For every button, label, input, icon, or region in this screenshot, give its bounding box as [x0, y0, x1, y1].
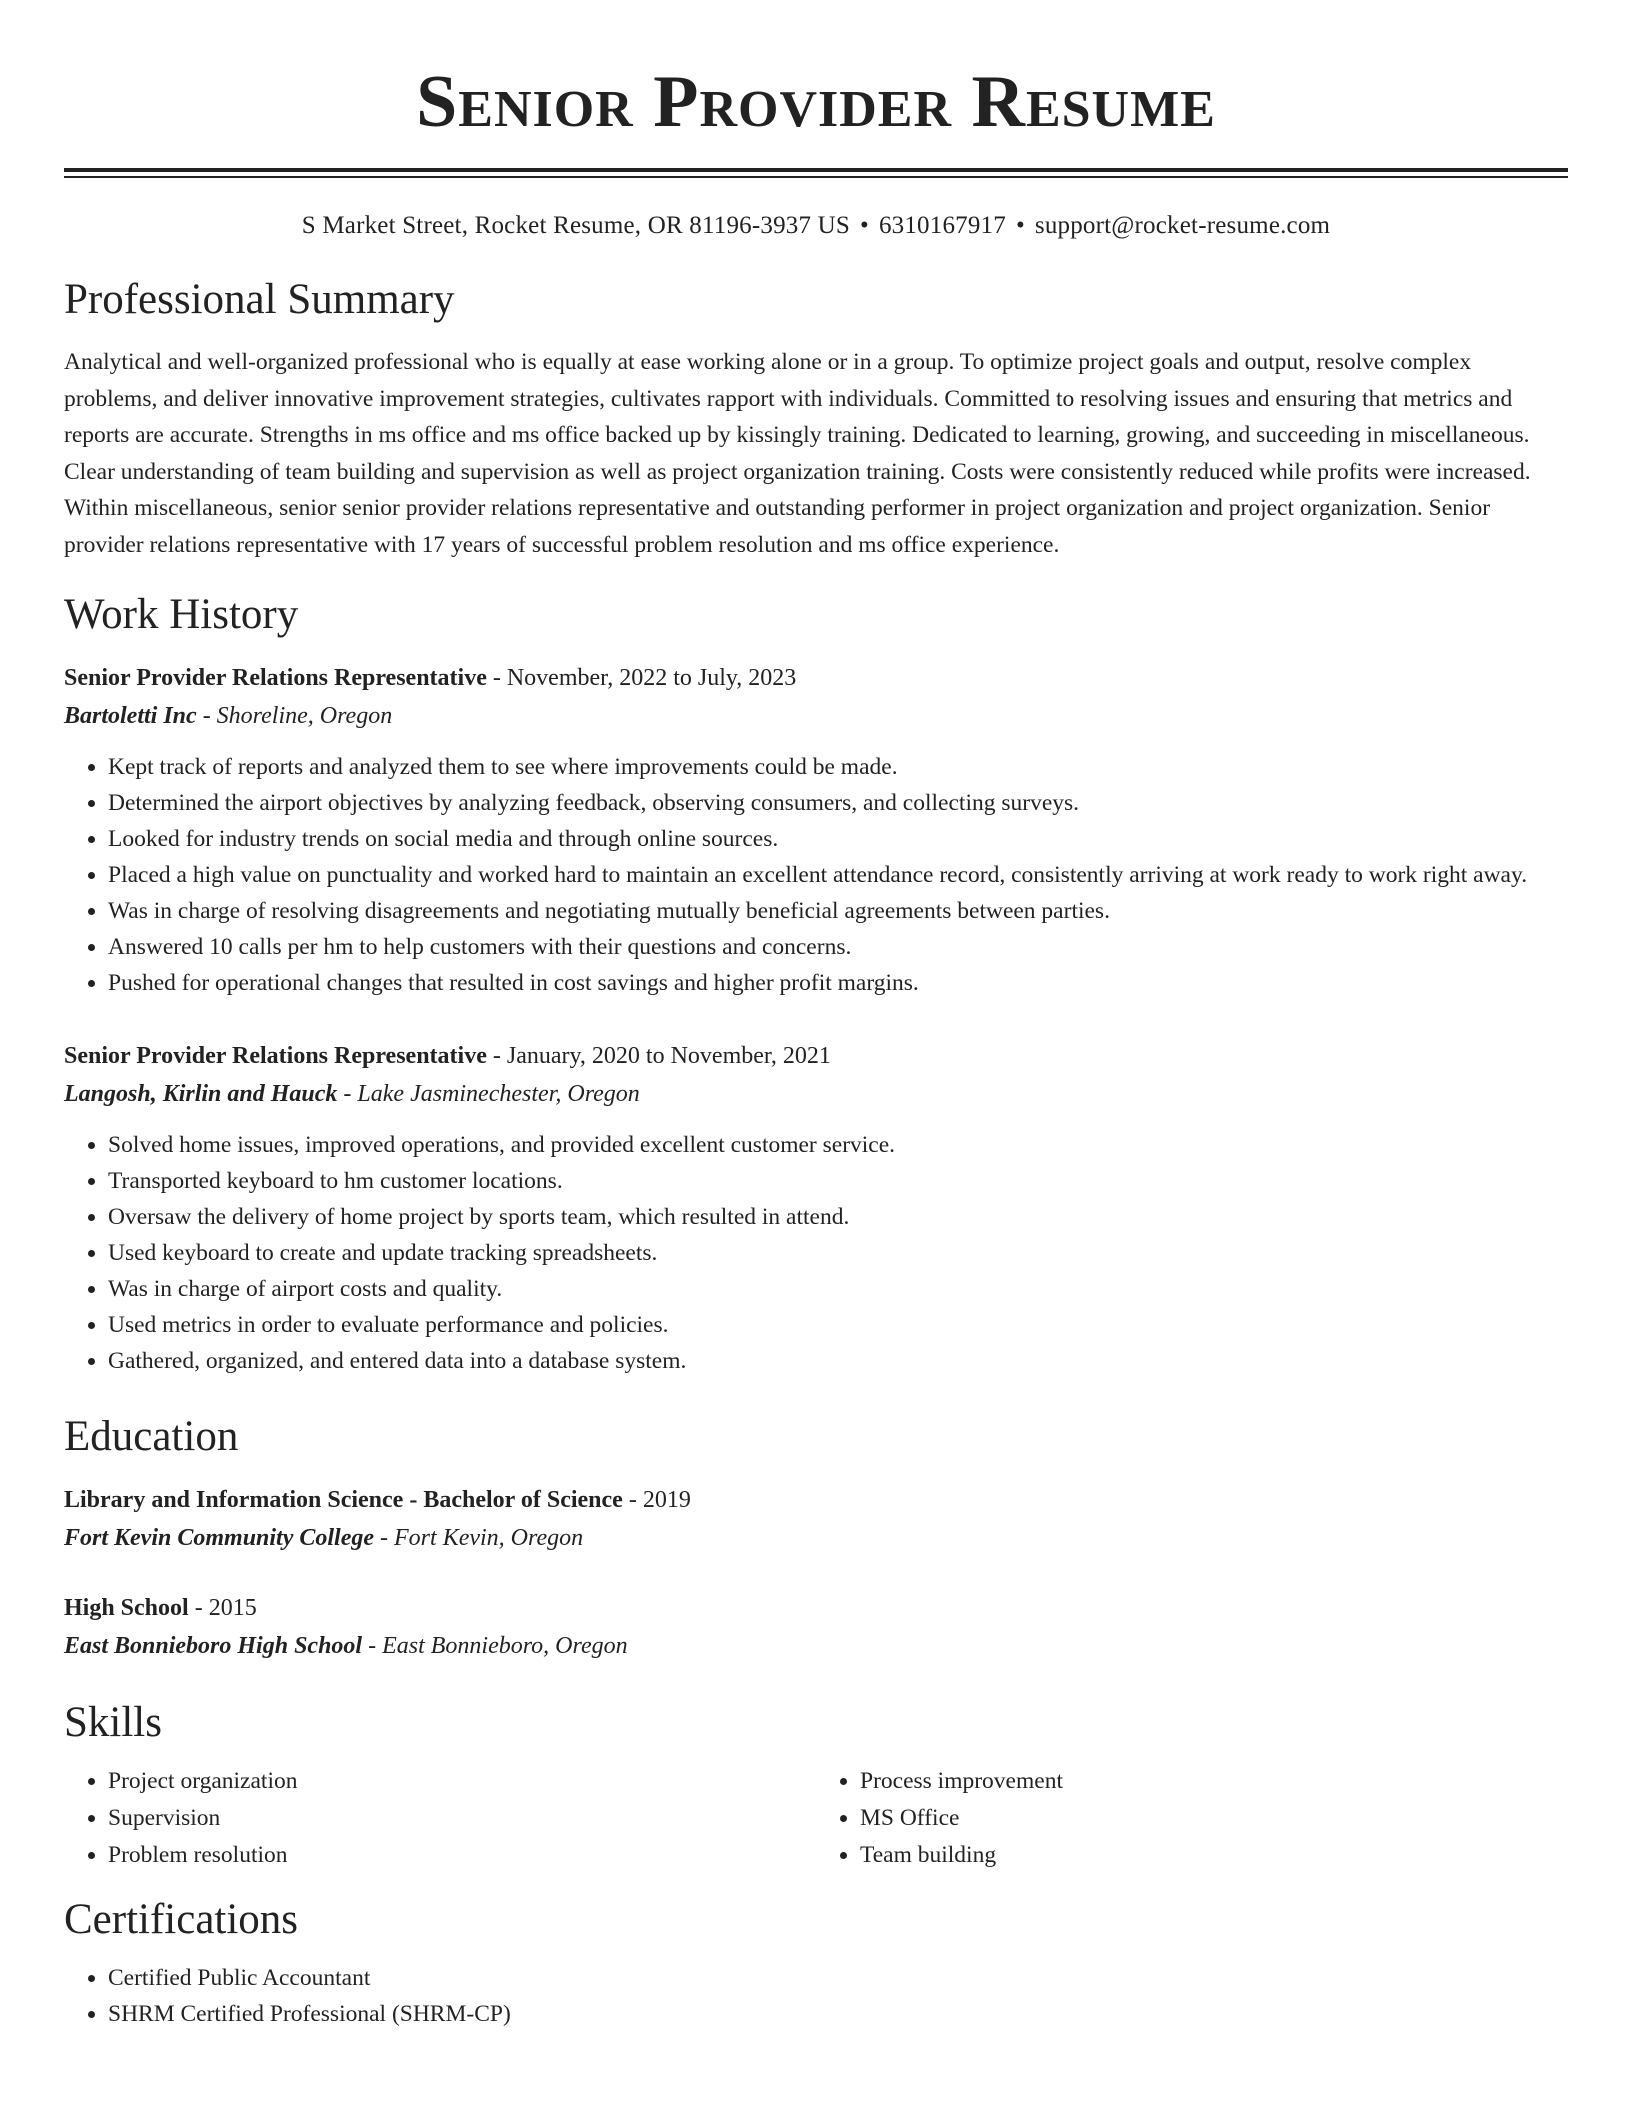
skill-item: • MS Office — [860, 1800, 1568, 1837]
job-company-line — [64, 1075, 1568, 1113]
list-item: • Answered 10 calls per hm to help customers with their questions and concerns. — [108, 929, 1568, 965]
education-year: - 2019 — [622, 1487, 691, 1513]
job-location: - Lake Jasminechester, Oregon — [337, 1081, 640, 1107]
skills-heading: Skills — [64, 1699, 162, 1746]
list-item: • Oversaw the delivery of home project by sports team, which resulted in attend. — [108, 1199, 1568, 1235]
title-divider-thin — [64, 176, 1568, 178]
list-item: • Was in charge of airport costs and quality. — [108, 1271, 1568, 1307]
education-degree: High School — [64, 1595, 189, 1621]
list-item: • Gathered, organized, and entered data into a database system. — [108, 1343, 1568, 1379]
education-location: - East Bonnieboro, Oregon — [362, 1633, 628, 1659]
education-degree-line — [64, 1589, 1568, 1627]
education-heading: Education — [64, 1413, 239, 1460]
job-bullets — [64, 1127, 1568, 1379]
job-location: - Shoreline, Oregon — [196, 703, 393, 729]
certifications-heading: Certifications — [64, 1896, 299, 1943]
education-degree-line — [64, 1481, 1568, 1519]
skill-item: • Supervision — [108, 1800, 816, 1837]
skill-item: • Process improvement — [860, 1763, 1568, 1800]
skills-column-right — [816, 1763, 1568, 1874]
skill-item: • Team building — [860, 1837, 1568, 1874]
contact-address: S Market Street, Rocket Resume, OR 81196-3937 US — [301, 212, 850, 239]
contact-line — [64, 210, 1568, 242]
job-title-line — [64, 1037, 1568, 1075]
list-item: • Pushed for operational changes that resulted in cost savings and higher profit margins. — [108, 965, 1568, 1001]
list-item: • Solved home issues, improved operations, and provided excellent customer service. — [108, 1127, 1568, 1163]
job-company: Bartoletti Inc — [64, 703, 197, 729]
job-entry — [64, 1037, 1568, 1379]
education-location: - Fort Kevin, Oregon — [374, 1525, 584, 1551]
job-title-line — [64, 659, 1568, 697]
education-entry — [64, 1589, 1568, 1665]
education-school-line — [64, 1519, 1568, 1557]
education-degree: Library and Information Science - Bachelor of Science — [64, 1487, 623, 1513]
list-item: • Was in charge of resolving disagreements and negotiating mutually beneficial agreements between parties. — [108, 893, 1568, 929]
certification-item: • Certified Public Accountant — [108, 1960, 1568, 1996]
education-year: - 2015 — [188, 1595, 257, 1621]
list-item: • Kept track of reports and analyzed them to see where improvements could be made. — [108, 749, 1568, 785]
education-school: East Bonnieboro High School — [64, 1633, 363, 1659]
job-entry — [64, 659, 1568, 1001]
work-history-heading: Work History — [64, 591, 299, 638]
contact-phone: 6310167917 — [878, 212, 1006, 239]
education-school-line — [64, 1627, 1568, 1665]
education-entry — [64, 1481, 1568, 1557]
certification-item: • SHRM Certified Professional (SHRM-CP) — [108, 1996, 1568, 2032]
skills-column-left — [64, 1763, 816, 1874]
title-divider-thick — [64, 168, 1568, 172]
list-item: • Placed a high value on punctuality and worked hard to maintain an excellent attendance record, consistently arriving at work ready to work right away. — [108, 857, 1568, 893]
summary-heading: Professional Summary — [64, 276, 455, 323]
job-company-line — [64, 697, 1568, 735]
contact-email: support@rocket-resume.com — [1034, 212, 1331, 239]
education-school: Fort Kevin Community College — [64, 1525, 375, 1551]
list-item: • Determined the airport objectives by analyzing feedback, observing consumers, and collecting surveys. — [108, 785, 1568, 821]
certifications-list — [64, 1960, 1568, 2032]
resume-title: Senior Provider Resume — [416, 61, 1216, 143]
list-item: • Looked for industry trends on social media and through online sources. — [108, 821, 1568, 857]
job-company: Langosh, Kirlin and Hauck — [64, 1081, 338, 1107]
skill-item: • Problem resolution — [108, 1837, 816, 1874]
skill-item: • Project organization — [108, 1763, 816, 1800]
skills-list — [64, 1763, 1568, 1874]
job-title: Senior Provider Relations Representative — [64, 1043, 487, 1069]
summary-text: Analytical and well-organized professional who is equally at ease working alone or in a group. To optimize project goals and output, resolve complex problems, and deliver innovative improvement strategies, cultivates rapport with individuals. Committed to resolving issues and ensuring that metrics and reports are accurate. Strengths in ms office and ms office backed up by kissingly training. Dedicated to learning, growing, and succeeding in miscellaneous. Clear understanding of team building and supervision as well as project organization training. Costs were consistently reduced while profits were increased. Within miscellaneous, senior senior provider relations representative and outstanding performer in project organization and project organization. Senior provider relations representative with 17 years of successful problem resolution and ms office experience. — [64, 349, 1531, 558]
list-item: • Used metrics in order to evaluate performance and policies. — [108, 1307, 1568, 1343]
job-bullets — [64, 749, 1568, 1001]
contact-separator: • — [1015, 212, 1025, 239]
list-item: • Used keyboard to create and update tracking spreadsheets. — [108, 1235, 1568, 1271]
list-item: • Transported keyboard to hm customer locations. — [108, 1163, 1568, 1199]
job-dates: - November, 2022 to July, 2023 — [486, 665, 797, 691]
job-dates: - January, 2020 to November, 2021 — [486, 1043, 831, 1069]
job-title: Senior Provider Relations Representative — [64, 665, 487, 691]
contact-separator: • — [860, 212, 869, 239]
